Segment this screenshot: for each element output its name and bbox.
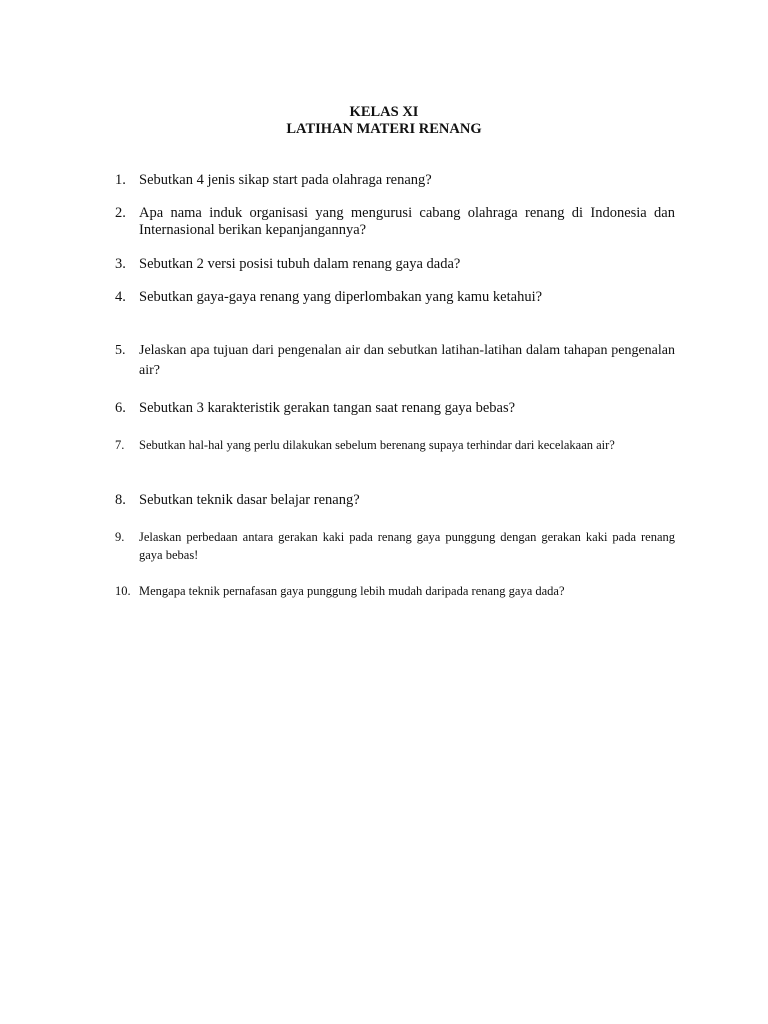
question-number: 5. <box>115 343 126 358</box>
question-text: Sebutkan teknik dasar belajar renang? <box>139 492 360 508</box>
document-header <box>0 104 768 138</box>
question-item-9 <box>115 528 675 564</box>
question-text: Jelaskan apa tujuan dari pengenalan air dan sebutkan latihan-latihan dalam tahapan pengenalan air? <box>139 343 675 378</box>
question-number: 9. <box>115 530 125 544</box>
question-item-5 <box>115 341 675 381</box>
question-number: 3. <box>115 256 126 272</box>
question-item-3 <box>115 256 675 273</box>
question-number: 7. <box>115 438 125 452</box>
question-item-8 <box>115 492 675 509</box>
question-text: Jelaskan perbedaan antara gerakan kaki pada renang gaya punggung dengan gerakan kaki pada renang gaya bebas! <box>139 530 675 562</box>
question-text: Apa nama induk organisasi yang mengurusi cabang olahraga renang di Indonesia dan Internasional berikan kepanjangannya? <box>139 205 675 238</box>
question-text: Sebutkan hal-hal yang perlu dilakukan sebelum berenang supaya terhindar dari kecelakaan air? <box>139 438 615 452</box>
question-item-10 <box>115 582 675 600</box>
question-number: 4. <box>115 289 126 305</box>
question-number: 8. <box>115 492 126 508</box>
question-number: 6. <box>115 400 126 416</box>
question-text: Sebutkan 2 versi posisi tubuh dalam renang gaya dada? <box>139 256 461 272</box>
question-text: Sebutkan 4 jenis sikap start pada olahraga renang? <box>139 172 432 188</box>
question-number: 1. <box>115 172 126 188</box>
question-text: Mengapa teknik pernafasan gaya punggung lebih mudah daripada renang gaya dada? <box>139 584 565 598</box>
question-item-4 <box>115 289 675 306</box>
question-item-7 <box>115 436 675 454</box>
question-text: Sebutkan 3 karakteristik gerakan tangan saat renang gaya bebas? <box>139 400 516 416</box>
document-title: LATIHAN MATERI RENANG <box>286 121 482 137</box>
question-item-2 <box>115 205 675 239</box>
question-item-1 <box>115 172 675 189</box>
class-label: KELAS XI <box>349 104 419 120</box>
question-number: 2. <box>115 205 126 221</box>
question-item-6 <box>115 400 675 417</box>
question-number: 10. <box>115 584 131 598</box>
question-text: Sebutkan gaya-gaya renang yang diperlombakan yang kamu ketahui? <box>139 289 543 305</box>
